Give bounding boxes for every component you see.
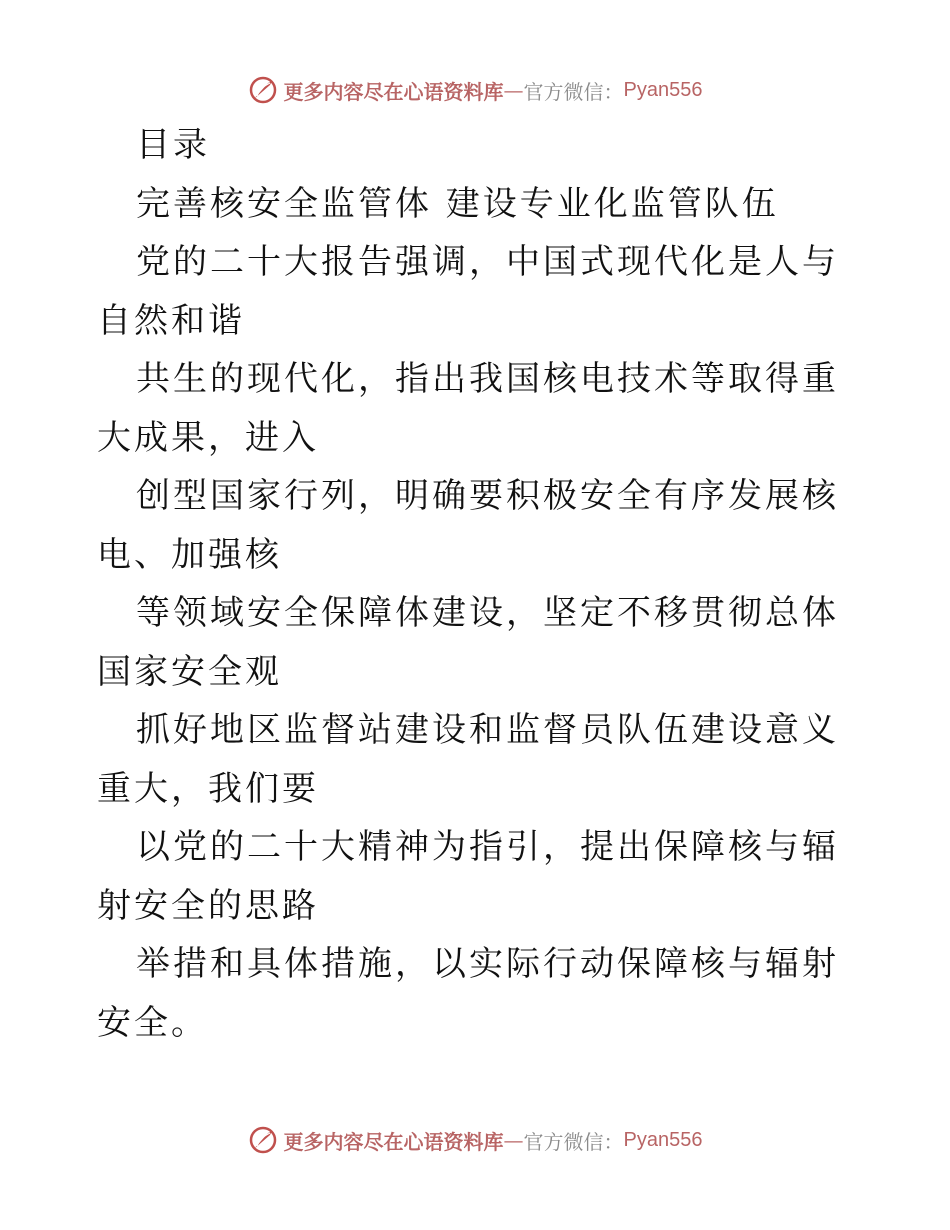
body-paragraph: 举措和具体措施，以实际行动保障核与辐射安全。 <box>97 944 839 1043</box>
document-title: 完善核安全监管体 建设专业化监管队伍 <box>136 183 779 224</box>
watermark-wechat-id: Pyan556 <box>623 1128 703 1151</box>
body-paragraph: 创型国家行列，明确要积极安全有序发展核电、加强核 <box>97 476 839 575</box>
footer-watermark <box>0 1122 950 1158</box>
header-watermark <box>0 72 950 108</box>
quill-logo-icon <box>248 75 278 105</box>
watermark-dash: — <box>503 1128 524 1152</box>
body-paragraph: 共生的现代化，指出我国核电技术等取得重大成果，进入 <box>97 359 839 458</box>
watermark-dash: — <box>503 78 524 102</box>
body-paragraph: 等领域安全保障体建设，坚定不移贯彻总体国家安全观 <box>97 593 839 692</box>
toc-heading: 目录 <box>136 125 210 165</box>
body-paragraph: 以党的二十大精神为指引，提出保障核与辐射安全的思路 <box>97 827 839 926</box>
body-paragraph: 党的二十大报告强调，中国式现代化是人与自然和谐 <box>97 242 839 341</box>
watermark-wechat-id: Pyan556 <box>623 78 703 101</box>
body-paragraph: 抓好地区监督站建设和监督员队伍建设意义重大，我们要 <box>97 710 839 809</box>
watermark-site-name: 更多内容尽在心语资料库 <box>283 1129 504 1154</box>
document-body <box>97 116 857 1052</box>
watermark-wechat-label: 官方微信： <box>523 1129 624 1154</box>
watermark-wechat-label: 官方微信： <box>523 79 624 104</box>
quill-logo-icon <box>248 1125 278 1155</box>
watermark-site-name: 更多内容尽在心语资料库 <box>283 79 504 104</box>
